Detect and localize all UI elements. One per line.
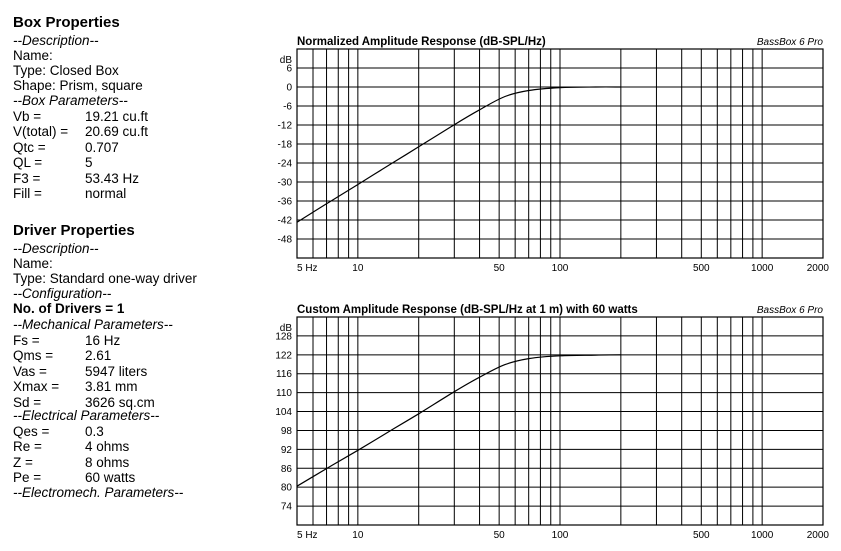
y-tick-label: 92 [280, 444, 292, 456]
mech-param-key: Vas = [13, 363, 47, 379]
y-tick-label: -48 [277, 234, 292, 246]
x-tick-label: 50 [493, 530, 505, 541]
y-tick-label: 0 [286, 82, 292, 94]
box-param-key: V(total) = [13, 124, 69, 140]
x-tick-label: 500 [692, 530, 710, 541]
box-param-value: 5 [85, 155, 93, 171]
amplitude-chart-2 [275, 304, 829, 541]
elec-param-key: Z = [13, 454, 33, 470]
driver-count: No. of Drivers = 1 [13, 301, 125, 316]
box-param-value: 0.707 [85, 139, 119, 155]
box-params-label: --Box Parameters-- [13, 93, 128, 108]
amplitude-chart-1 [278, 36, 830, 274]
driver-properties-heading: Driver Properties [13, 222, 135, 239]
mech-param-key: Fs = [13, 333, 40, 348]
box-param-key: F3 = [13, 170, 41, 186]
x-tick-label: 2000 [806, 263, 829, 274]
chart-title: Custom Amplitude Response (dB-SPL/Hz at 1 m) with 60 watts [297, 304, 638, 316]
mech-param-value: 3626 sq.cm [85, 394, 155, 410]
mech-param-value: 3.81 mm [85, 379, 138, 395]
box-param-value: 19.21 cu.ft [85, 109, 149, 124]
x-tick-label: 10 [352, 263, 364, 274]
response-curve [297, 87, 621, 222]
driver-type: Type: Standard one-way driver [13, 271, 197, 286]
elec-param-value: 0.3 [85, 424, 104, 439]
y-tick-label: -42 [277, 215, 292, 227]
x-tick-label: 100 [551, 263, 569, 274]
box-param-value: 20.69 cu.ft [85, 124, 149, 140]
y-axis-label: dB [279, 55, 292, 66]
mech-param-value: 5947 liters [85, 363, 148, 379]
mech-param-key: Sd = [13, 394, 42, 410]
x-tick-label: 100 [551, 530, 569, 541]
box-param-key: Qtc = [13, 139, 46, 155]
driver-config-label: --Configuration-- [13, 286, 112, 301]
y-tick-label: 98 [280, 425, 292, 437]
y-tick-label: 80 [280, 482, 292, 494]
y-tick-label: -24 [277, 158, 292, 170]
y-tick-label: 74 [280, 501, 292, 513]
driver-name: Name: [13, 256, 53, 271]
box-param-key: Fill = [13, 186, 42, 201]
y-tick-label: -12 [277, 120, 292, 132]
elec-param-key: Qes = [13, 424, 50, 439]
elec-param-key: Re = [13, 439, 42, 455]
box-param-value: 53.43 Hz [85, 170, 140, 186]
box-shape: Shape: Prism, square [13, 78, 143, 93]
x-tick-label: 2000 [806, 530, 829, 541]
elec-param-value: 4 ohms [85, 439, 130, 455]
elec-param-value: 60 watts [85, 470, 136, 486]
x-tick-label: 5 Hz [297, 263, 318, 274]
y-tick-label: 104 [275, 407, 292, 419]
y-tick-label: 128 [275, 331, 292, 343]
y-tick-label: -30 [277, 177, 292, 189]
box-name: Name: [13, 48, 53, 63]
chart-title: Normalized Amplitude Response (dB-SPL/Hz) [297, 36, 546, 48]
y-tick-label: 86 [280, 463, 292, 475]
box-type: Type: Closed Box [13, 63, 119, 78]
x-tick-label: 500 [692, 263, 710, 274]
y-tick-label: 122 [275, 350, 292, 362]
driver-electromech-label: --Electromech. Parameters-- [13, 485, 184, 500]
y-tick-label: 110 [276, 388, 292, 400]
y-tick-label: -6 [283, 101, 292, 113]
brand-label: BassBox 6 Pro [756, 37, 823, 48]
mech-param-key: Xmax = [13, 379, 60, 395]
y-tick-label: -36 [277, 196, 292, 208]
response-curve [297, 355, 621, 486]
driver-elec-label: --Electrical Parameters-- [13, 408, 160, 423]
y-tick-label: 6 [286, 63, 292, 75]
box-description-label: --Description-- [13, 33, 99, 48]
box-param-key: QL = [13, 155, 43, 171]
x-tick-label: 1000 [751, 530, 774, 541]
box-param-key: Vb = [13, 109, 42, 124]
y-tick-label: -18 [277, 139, 292, 151]
elec-param-key: Pe = [13, 470, 42, 486]
box-properties-heading: Box Properties [13, 14, 120, 31]
box-param-value: normal [85, 186, 127, 201]
x-tick-label: 10 [352, 530, 364, 541]
elec-param-value: 8 ohms [85, 454, 130, 470]
brand-label: BassBox 6 Pro [756, 305, 823, 316]
driver-mech-label: --Mechanical Parameters-- [13, 317, 173, 332]
mech-param-value: 2.61 [85, 348, 112, 364]
mech-param-value: 16 Hz [85, 333, 121, 348]
driver-description-label: --Description-- [13, 241, 99, 256]
x-tick-label: 50 [493, 263, 505, 274]
y-tick-label: 116 [276, 369, 292, 381]
y-axis-label: dB [279, 323, 292, 334]
mech-param-key: Qms = [13, 348, 54, 364]
x-tick-label: 1000 [751, 263, 774, 274]
x-tick-label: 5 Hz [297, 530, 318, 541]
